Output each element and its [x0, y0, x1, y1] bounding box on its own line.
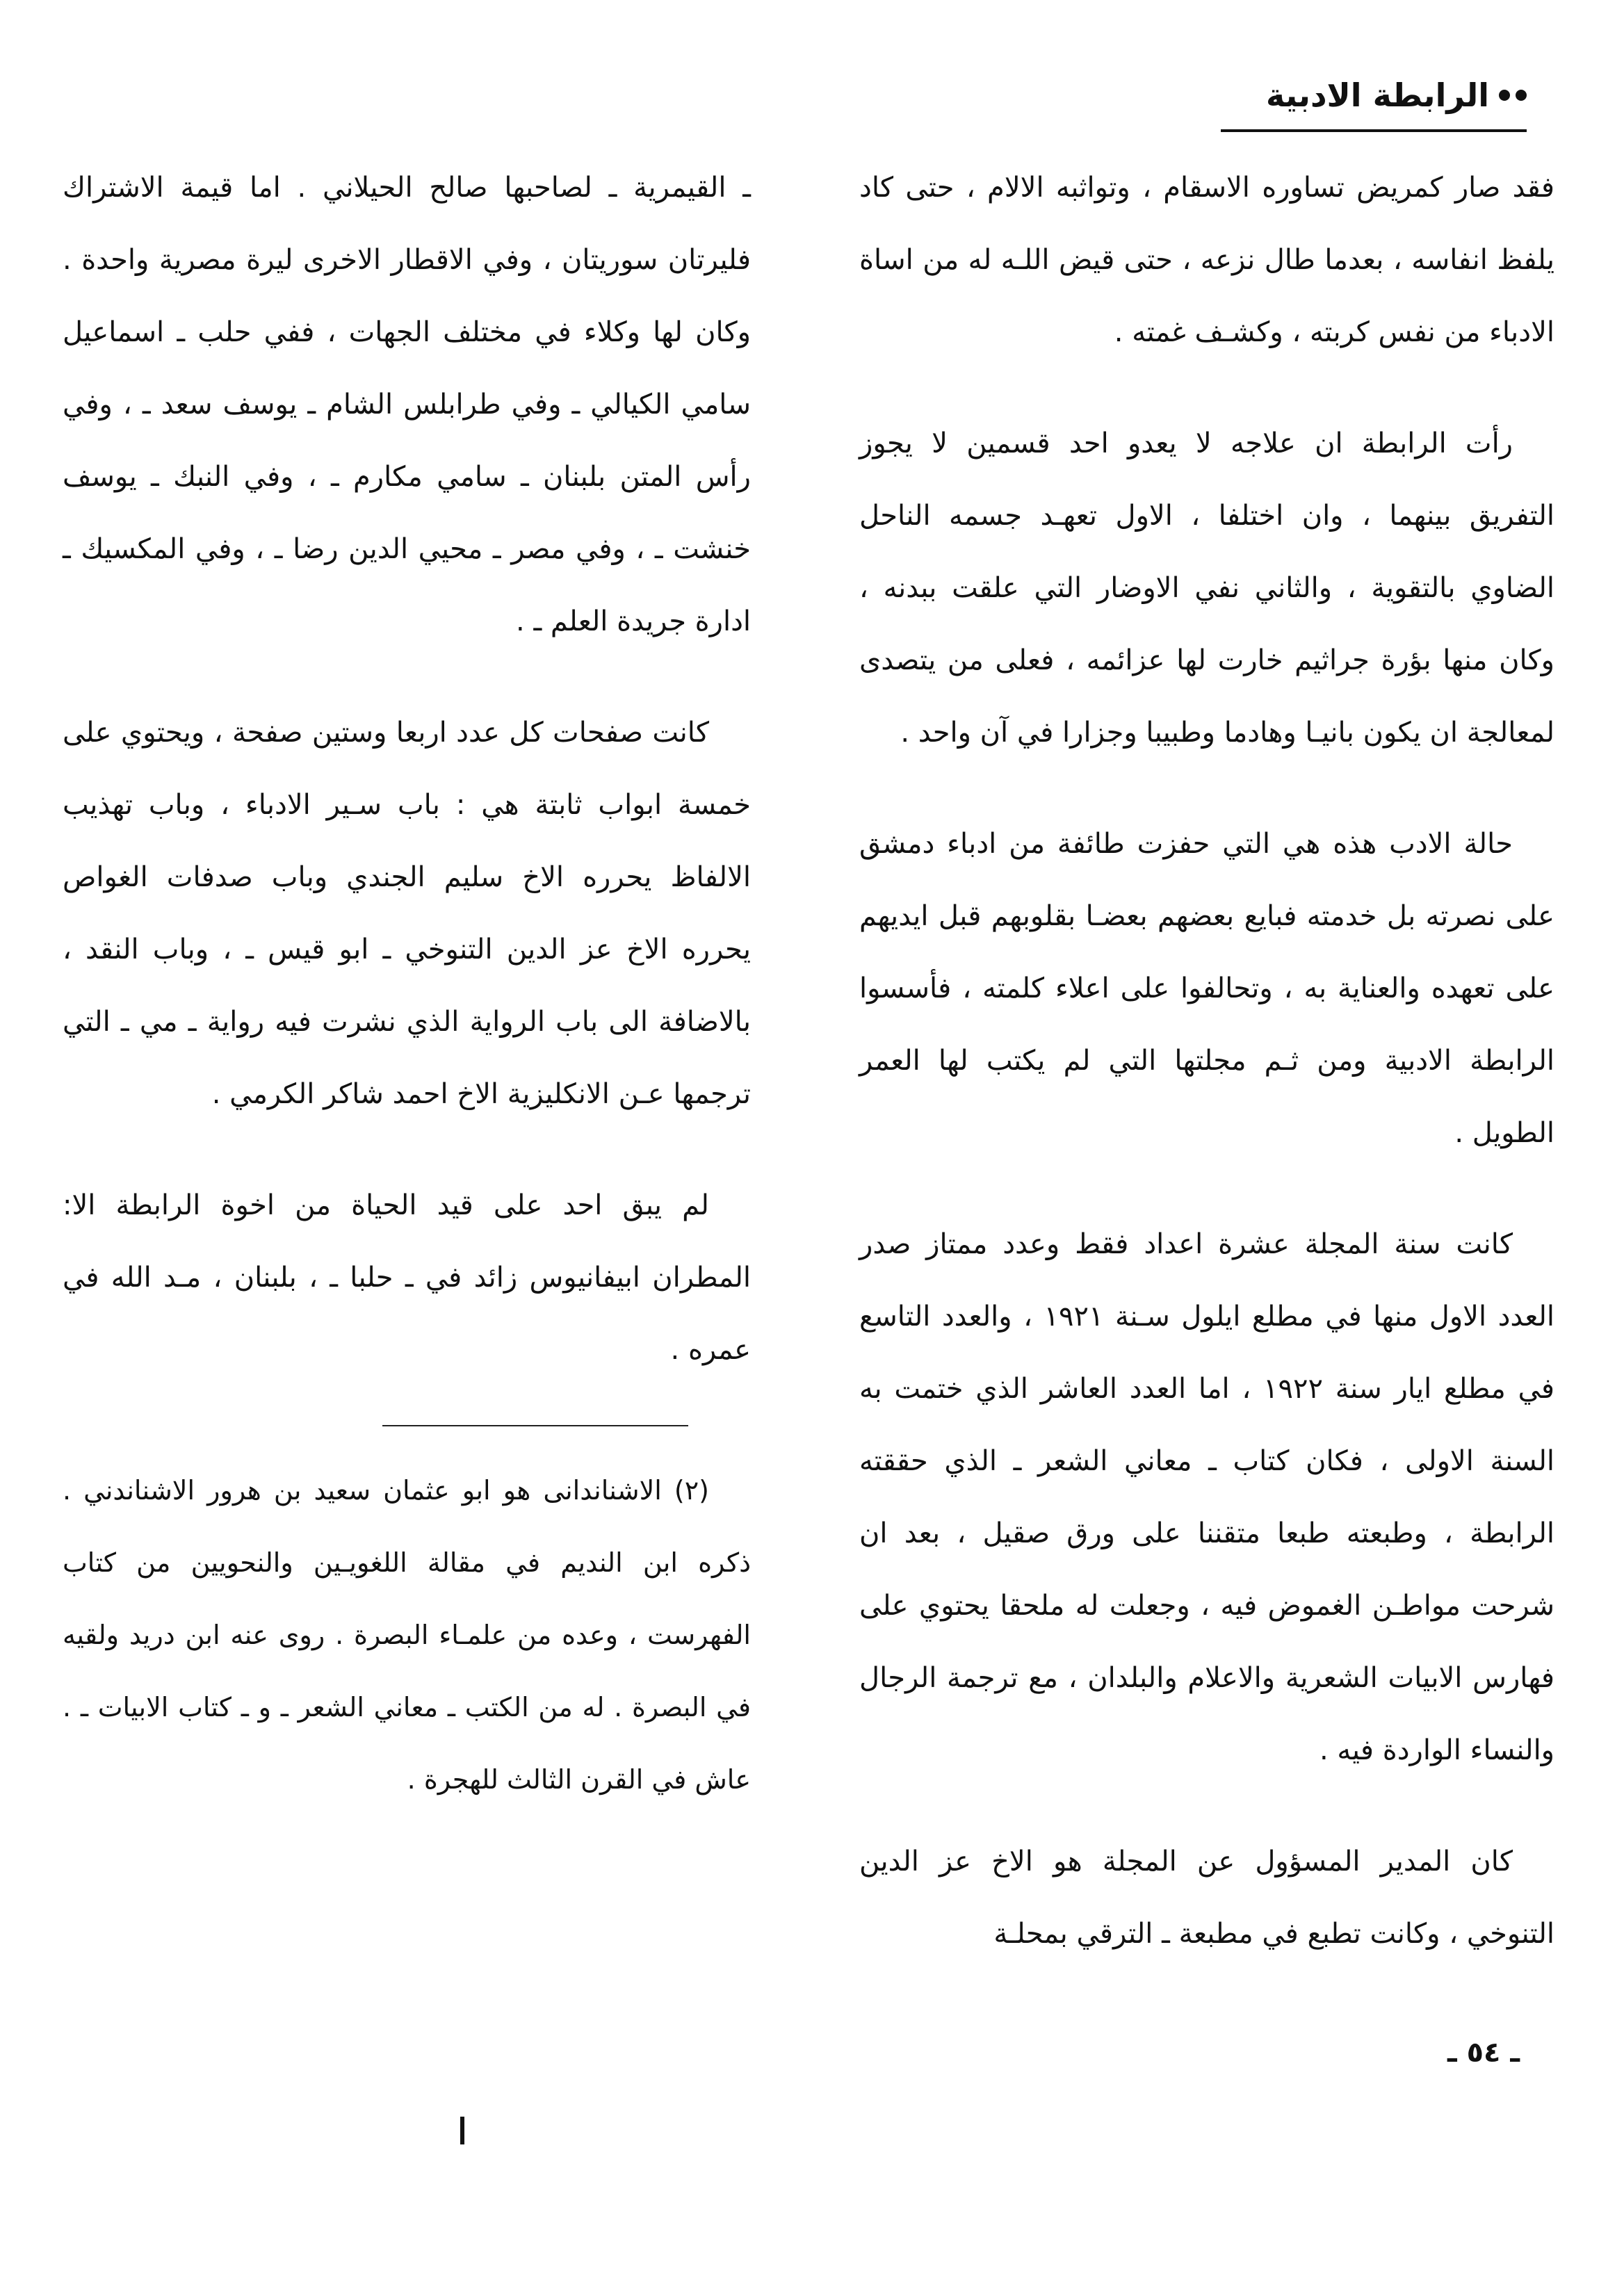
paragraph: كانت صفحات كل عدد اربعا وستين صفحة ، ويحتوي على خمسة ابواب ثابتة هي : باب سـير الادباء ، وباب تهذيب الالفاظ يحرره الاخ سليم الجندي وباب صدفات الغواص يحرره الاخ عز الدين التنوخي ـ ابو قيس ـ ، وباب النقد ، بالاضافة الى باب الرواية الذي نشرت فيه رواية ـ مي ـ التي ترجمها عـن الانكليزية الاخ احمد شاكر الكرمي . [63, 717, 751, 1110]
paragraph: كانت سنة المجلة عشرة اعداد فقط وعدد ممتاز صدر العدد الاول منها في مطلع ايلول سـنة ١٩٢١ ، والعدد التاسع في مطلع ايار سنة ١٩٢٢ ، اما العدد العاشر الذي ختمت به السنة الاولى ، فكان كتاب ـ معاني الشعر ـ الذي حققته الرابطة ، وطبعته طبعا متقننا على ورق صقيل ، بعد ان شرحت مواطـن الغموض فيه ، وجعلت له ملحقا يحتوي على فهارس الابيات الشعرية والاعلام والبلدان ، مع ترجمة الرجال والنساء الواردة فيه . [859, 1228, 1555, 1766]
paragraph: ـ القيمرية ـ لصاحبها صالح الحيلاني . اما قيمة الاشتراك فليرتان سوريتان ، وفي الاقطار الاخرى ليرة مصرية واحدة . وكان لها وكلاء في مختلف الجهات ، ففي حلب ـ اسماعيل سامي الكيالي ـ وفي طرابلس الشام ـ يوسف سعد ـ ، وفي رأس المتن بلبنان ـ سامي مكارم ـ ، وفي النبك ـ يوسف خنشت ـ ، وفي مصر ـ محيي الدين رضا ـ ، وفي المكسيك ـ ادارة جريدة العلم ـ . [63, 172, 751, 637]
print-mark [460, 2117, 464, 2144]
left-column [63, 152, 751, 1816]
paragraph: حالة الادب هذه هي التي حفزت طائفة من ادباء دمشق على نصرته بل خدمته فبايع بعضهم بعضـا بقلوبهم قبل ايديهم على تعهده والعناية به ، وتحالفوا على اعلاء كلمته ، فأسسوا الرابطة الادبية ومن ثـم مجلتها التي لم يكتب لها العمر الطويل . [859, 828, 1554, 1149]
footnote: (٢) الاشناندانی هو ابو عثمان سعيد بن هرور الاشناندني . ذكره ابن النديم في مقالة اللغويـين والنحويين من كتاب الفهرست ، وعده من علمـاء البصرة . روى عنه ابن دريد ولقيه في البصرة . له من الكتب ـ معاني الشعر ـ و ـ كتاب الابيات ـ . عاش في القرن الثالث للهجرة . [63, 1475, 751, 1795]
footnote-separator [382, 1425, 688, 1426]
paragraph: كان المدير المسؤول عن المجلة هو الاخ عز الدين التنوخي ، وكانت تطبع في مطبعة ـ الترقي بمحلـة [859, 1846, 1554, 1950]
paragraph: فقد صار كمريض تساوره الاسقام ، وتواثبه الالام ، حتى كاد يلفظ انفاسه ، بعدما طال نزعه ، حتى قيض اللـه له من اساة الادباء من نفس كربته ، وكشـف غمته . [859, 172, 1554, 348]
paragraph: لم يبق احد على قيد الحياة من اخوة الرابطة الا: المطران ابيفانيوس زائد في ـ حلبا ـ ، بلبنان ، مـد الله في عمره . [63, 1189, 751, 1366]
right-column [859, 152, 1554, 2009]
header-rule [1221, 129, 1527, 132]
paragraph: رأت الرابطة ان علاجه لا يعدو احد قسمين لا يجوز التفريق بينهما ، وان اختلفا ، الاول تعهـد جسمه الناحل الضاوي بالتقوية ، والثاني نفي الاوضار التي علقت ببدنه ، وكان منها بؤرة جراثيم خارت لها عزائمه ، فعلى من يتصدى لمعالجة ان يكون بانيـا وهادما وطبيبا وجزارا في آن واحد . [859, 427, 1554, 749]
header-bullet-icon [1499, 90, 1527, 101]
running-header [1221, 70, 1527, 132]
page-number: ـ ٥٤ ـ [1447, 2037, 1520, 2069]
header-title-group [1266, 76, 1527, 114]
header-title: الرابطة الادبية [1266, 76, 1489, 114]
